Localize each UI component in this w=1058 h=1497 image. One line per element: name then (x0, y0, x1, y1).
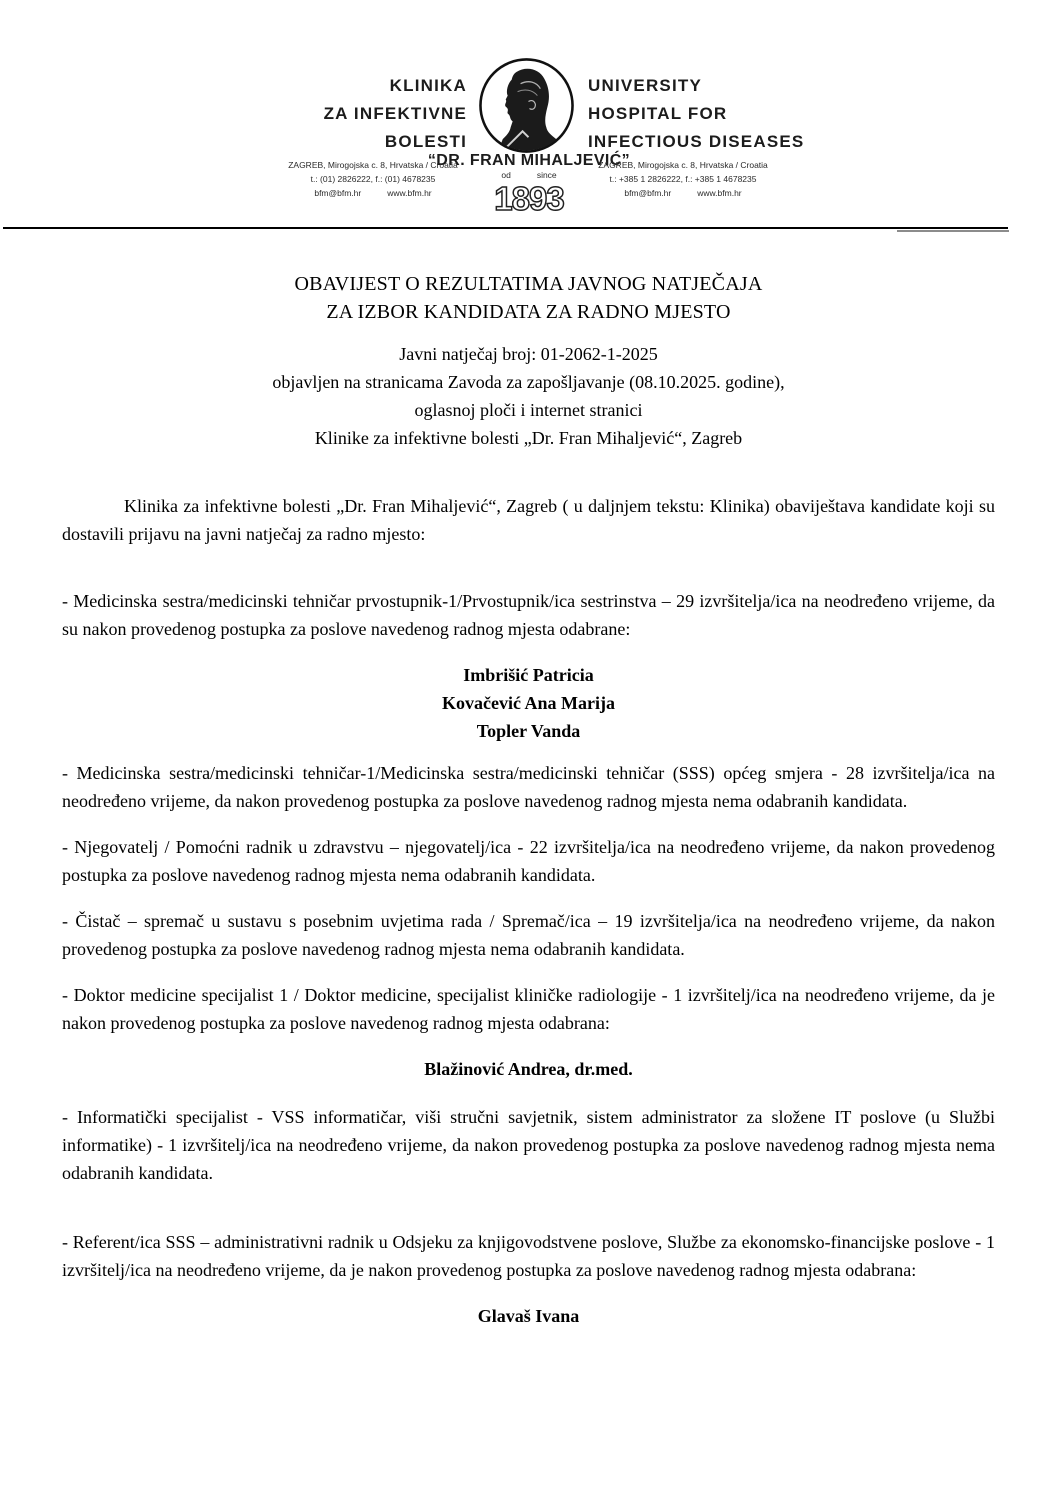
position-paragraph: - Njegovatelj / Pomoćni radnik u zdravstvu – njegovatelj/ica - 22 izvršitelja/ica na neodređeno vrijeme, da nakon provedenog postupka za poslove navedenog radnog mjesta nema odabranih kandidata. (62, 837, 995, 885)
website: www.bfm.hr (387, 188, 432, 198)
year-1893-outline (469, 180, 589, 218)
position-paragraph: - Čistač – spremač u sustavu s posebnim uvjetima rada / Spremač/ica – 19 izvršitelja/ica na neodređeno vrijeme, da nakon provedenog postupka za poslove navedenog radnog mjesta nema odabranih kandidata. (62, 911, 995, 959)
phone-fax: t.: +385 1 2826222, f.: +385 1 4678235 (609, 174, 757, 184)
header-divider-rule-artifact (897, 230, 1009, 232)
position-paragraph: - Doktor medicine specijalist 1 / Doktor medicine, specijalist kliničke radiologije - 1 izvršitelj/ica na neodređeno vrijeme, da je nakon provedenog postupka za poslove navedenog radnog mjesta odabrana: (62, 985, 995, 1033)
brand-line: INFECTIOUS DISEASES (588, 132, 805, 151)
notice-publication: oglasnoj ploči i internet stranici (414, 400, 643, 420)
position-paragraph: - Medicinska sestra/medicinski tehničar-1/Medicinska sestra/medicinski tehničar (SSS) općeg smjera - 28 izvršitelja/ica na neodređeno vrijeme, da nakon provedenog postupka za poslove navedenog radnog mjesta nema odabranih kandidata. (62, 763, 995, 811)
address: ZAGREB, Mirogojska c. 8, Hrvatska / Croatia (288, 160, 458, 170)
selected-candidates (62, 661, 995, 745)
selected-candidates (62, 1055, 995, 1083)
notice-number: Javni natječaj broj: 01-2062-1-2025 (399, 344, 658, 364)
position-paragraph: - Referent/ica SSS – administrativni radnik u Odsjeku za knjigovodstvene poslove, Službe za ekonomsko-financijske poslove - 1 izvršitelj/ica na neodređeno vrijeme, da je nakon provedenog postupka za poslove navedenog radnog mjesta odabrana: (62, 1232, 995, 1280)
notice-title (62, 270, 995, 326)
candidate-name: Glavaš Ivana (477, 1306, 580, 1326)
brand-line: KLINIKA (389, 76, 467, 95)
email: bfm@bfm.hr (624, 188, 672, 198)
position-paragraph: - Informatički specijalist - VSS informatičar, viši stručni savjetnik, sistem administrator za složene IT poslove (u Službi informatike) - 1 izvršitelj/ica na neodređeno vrijeme, da nakon provedenog postupka za poslove navedenog radnog mjesta nema odabranih kandidata. (62, 1107, 995, 1183)
notice-title-line: ZA IZBOR KANDIDATA ZA RADNO MJESTO (326, 301, 731, 323)
selected-candidates (62, 1302, 995, 1330)
notice-title-line: OBAVIJEST O REZULTATIMA JAVNOG NATJEČAJA (294, 273, 763, 295)
established-1893-mark (0, 170, 1058, 218)
clinic-name-english (588, 72, 804, 156)
intro-paragraph: Klinika za infektivne bolesti „Dr. Fran Mihaljević“, Zagreb ( u daljnjem tekstu: Klinika) obaviještava kandidate koji su dostavili prijavu na javni natječaj za radno mjesto: (62, 496, 995, 544)
candidate-name: Imbrišić Patricia (463, 665, 594, 685)
email: bfm@bfm.hr (314, 188, 362, 198)
portrait-logo-icon (476, 56, 577, 155)
brand-line: ZA INFEKTIVNE (323, 104, 467, 123)
candidate-name: Blažinović Andrea, dr.med. (424, 1059, 633, 1079)
website: www.bfm.hr (697, 188, 742, 198)
brand-line: UNIVERSITY (588, 76, 703, 95)
brand-line: BOLESTI (384, 132, 467, 151)
since-label: since (536, 170, 557, 180)
header-divider-rule (3, 227, 1008, 229)
brand-line: HOSPITAL FOR (588, 104, 728, 123)
clinic-name-croatian (324, 72, 467, 156)
position-paragraph: - Medicinska sestra/medicinski tehničar prvostupnik-1/Prvostupnik/ica sestrinstva – 29 izvršitelja/ica na neodređeno vrijeme, da su nakon provedenog postupka za poslove navedenog radnog mjesta odabrane: (62, 591, 995, 639)
letterhead (0, 0, 1058, 230)
notice-publication: objavljen na stranicama Zavoda za zapošljavanje (08.10.2025. godine), (272, 372, 785, 392)
year-text: 1893 (494, 180, 564, 217)
od-label: od (501, 170, 511, 180)
phone-fax: t.: (01) 2826222, f.: (01) 4678235 (310, 174, 436, 184)
candidate-name: Kovačević Ana Marija (442, 693, 615, 713)
candidate-name: Topler Vanda (476, 721, 581, 741)
notice-info (62, 340, 995, 452)
founder-name: “DR. FRAN MIHALJEVIĆ” (427, 152, 631, 169)
notice-publication: Klinike za infektivne bolesti „Dr. Fran Mihaljević“, Zagreb (314, 428, 743, 448)
notice-body (62, 260, 995, 1330)
address: ZAGREB, Mirogojska c. 8, Hrvatska / Croatia (598, 160, 768, 170)
